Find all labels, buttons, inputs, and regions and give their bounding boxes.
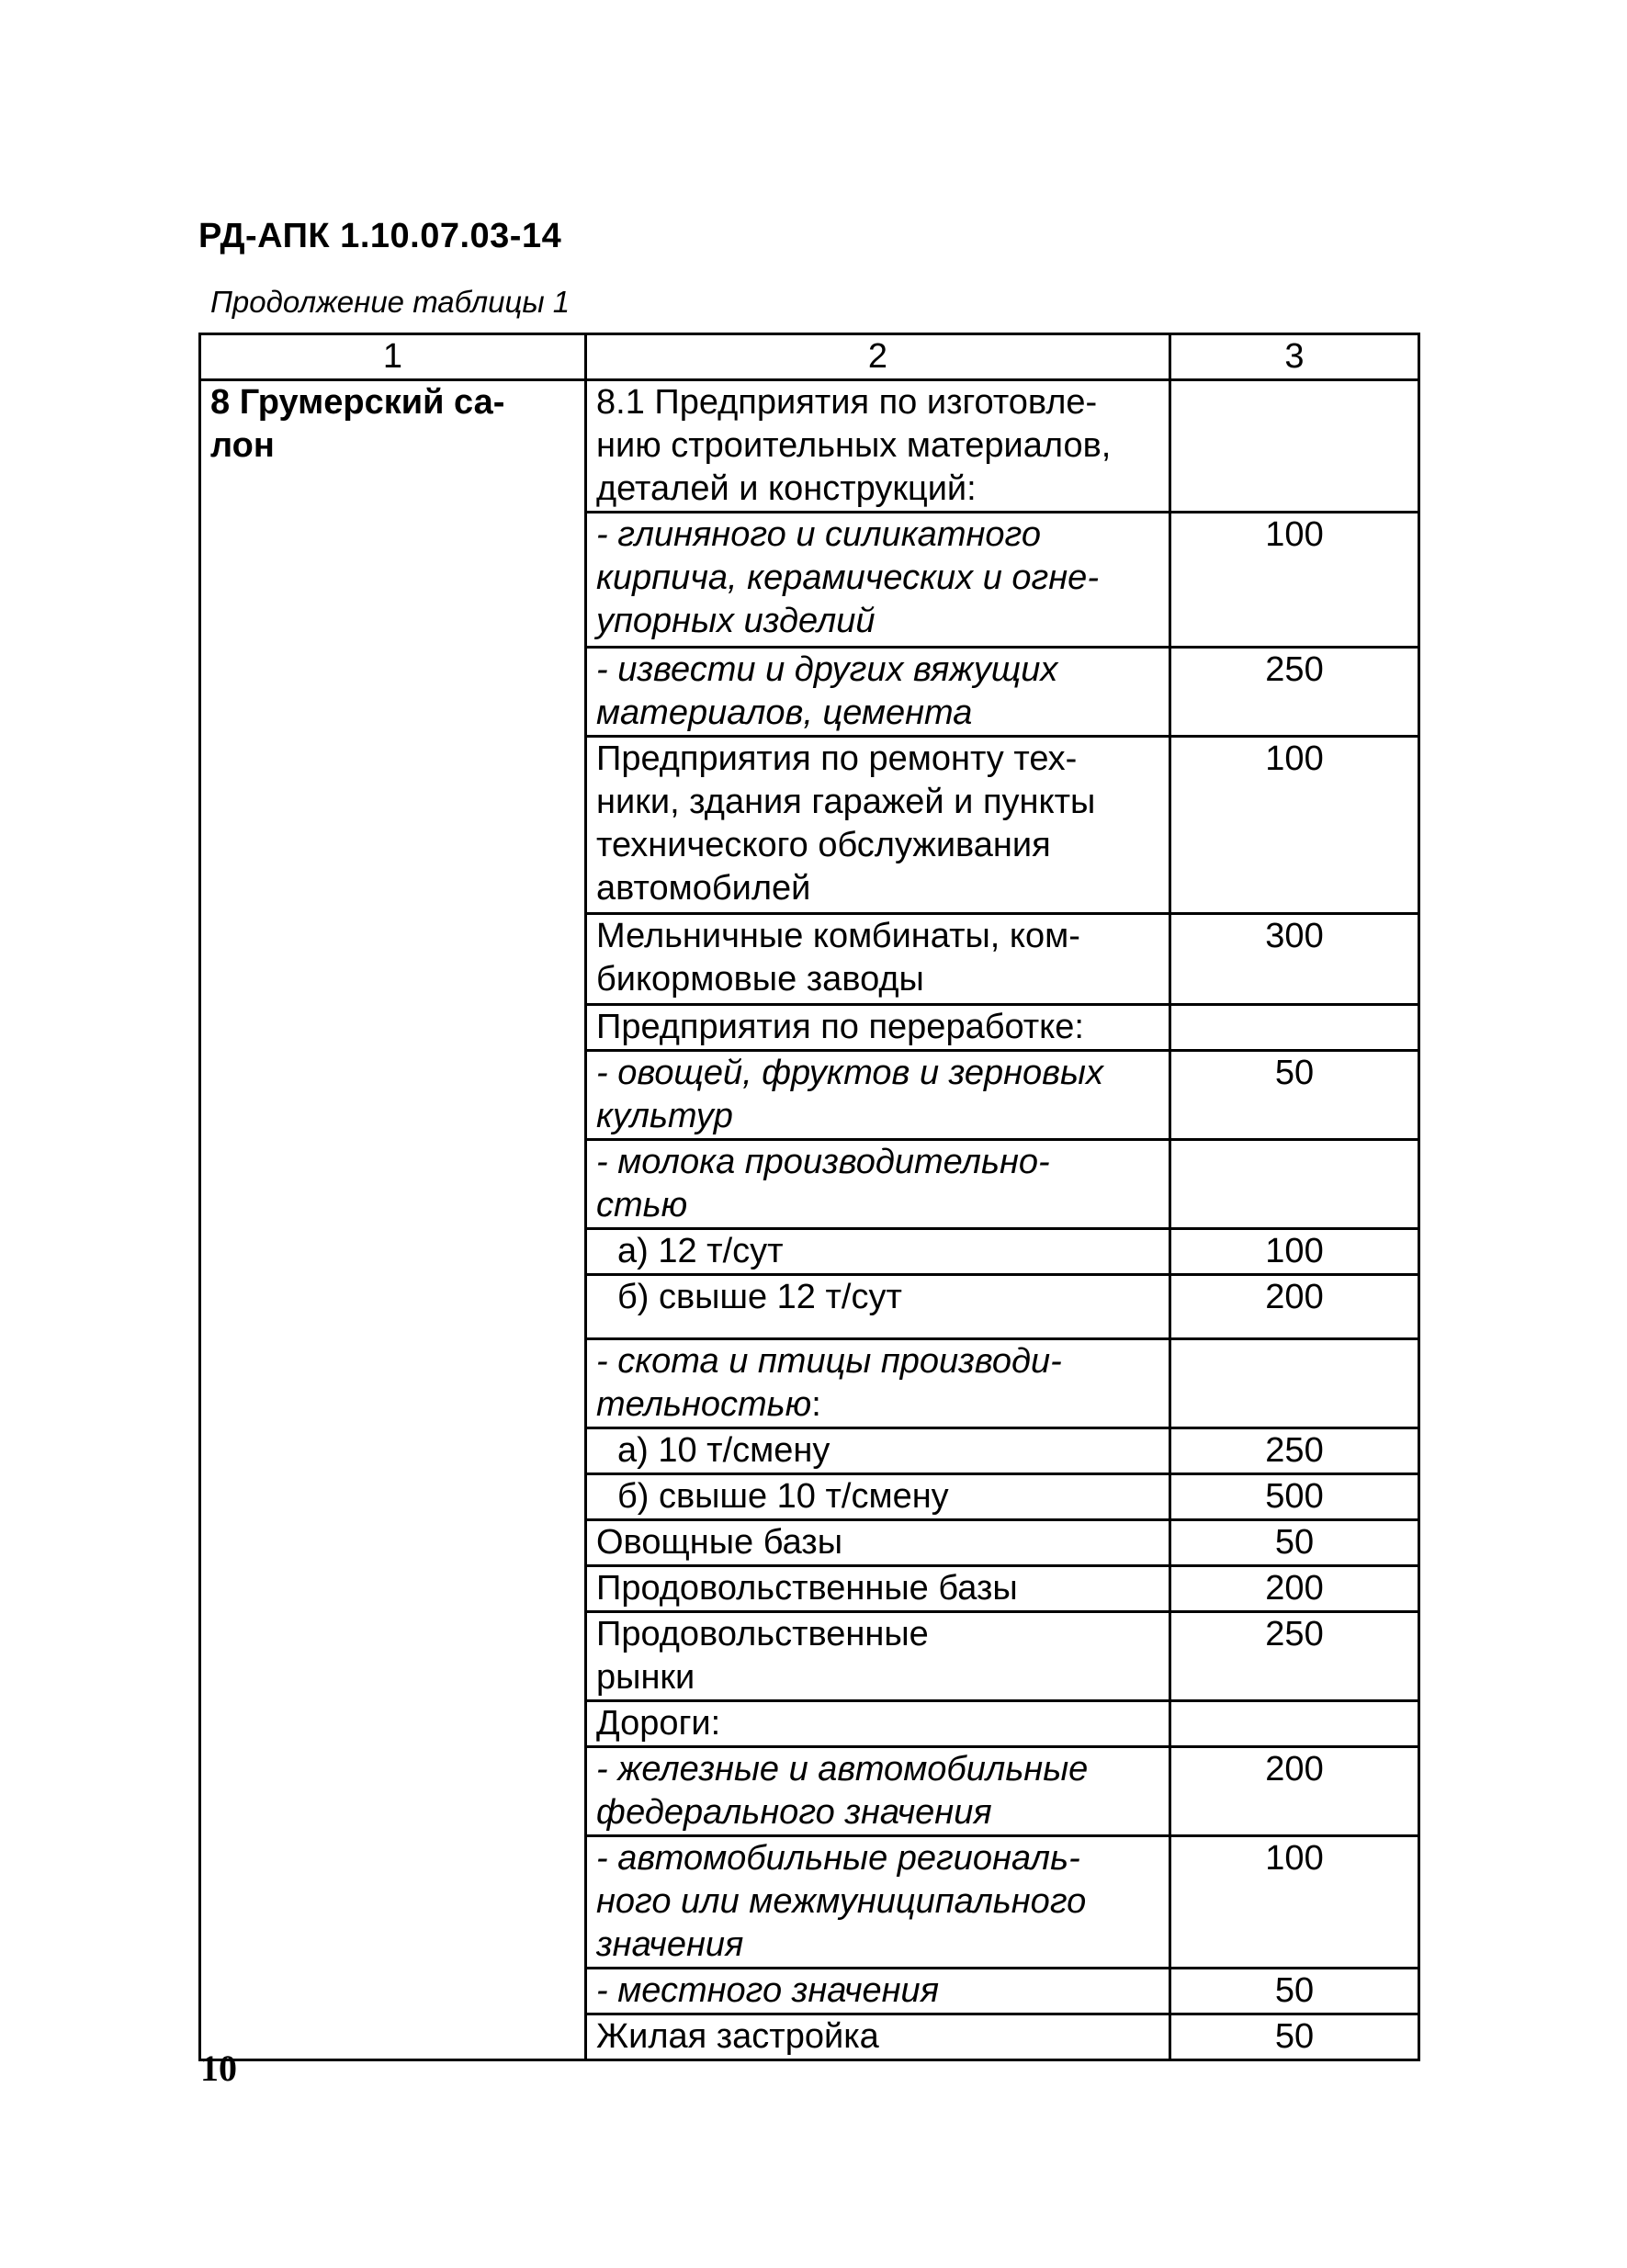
- row-description: - местного значения: [586, 1969, 1170, 2014]
- row-value: 100: [1170, 513, 1419, 648]
- row-value: [1170, 1701, 1419, 1747]
- row-value: 100: [1170, 1836, 1419, 1969]
- row-value: 100: [1170, 737, 1419, 914]
- row-description: а) 10 т/смену: [586, 1428, 1170, 1474]
- row-description: Продовольственные рынки: [586, 1612, 1170, 1701]
- row-description: - железные и автомобильные федерального значения: [586, 1747, 1170, 1836]
- table-row: [200, 380, 1419, 513]
- row-value: [1170, 1005, 1419, 1051]
- document-code: РД-АПК 1.10.07.03-14: [198, 217, 562, 255]
- row-description: - извести и других вяжущих материалов, цемента: [586, 648, 1170, 737]
- page-number: 10: [200, 2048, 237, 2089]
- row-value: 50: [1170, 1520, 1419, 1566]
- row-value: 50: [1170, 1051, 1419, 1140]
- row-description: Продовольственные базы: [586, 1566, 1170, 1612]
- column-header: 1: [200, 334, 586, 380]
- row-description: Жилая застройка: [586, 2014, 1170, 2060]
- column-header: 3: [1170, 334, 1419, 380]
- row-description: Предприятия по переработке:: [586, 1005, 1170, 1051]
- row-value: [1170, 380, 1419, 513]
- row-description: б) свыше 12 т/сут: [586, 1275, 1170, 1339]
- section-title: 8 Грумерский са- лон: [200, 380, 586, 2060]
- row-value: [1170, 1339, 1419, 1428]
- row-value: 300: [1170, 914, 1419, 1005]
- row-description: а) 12 т/сут: [586, 1229, 1170, 1275]
- table-continuation-caption: Продолжение таблицы 1: [210, 285, 571, 319]
- row-value: [1170, 1140, 1419, 1229]
- row-value: 200: [1170, 1566, 1419, 1612]
- column-header: 2: [586, 334, 1170, 380]
- row-description: 8.1 Предприятия по изготовле- нию строительных материалов, деталей и конструкций:: [586, 380, 1170, 513]
- row-description: Мельничные комбинаты, ком- бикормовые заводы: [586, 914, 1170, 1005]
- row-description: - глиняного и силикатного кирпича, керамических и огне- упорных изделий: [586, 513, 1170, 648]
- table-header-row: [200, 334, 1419, 380]
- row-value: 500: [1170, 1474, 1419, 1520]
- row-value: 50: [1170, 2014, 1419, 2060]
- row-value: 250: [1170, 648, 1419, 737]
- row-description: Овощные базы: [586, 1520, 1170, 1566]
- row-description: - автомобильные региональ- ного или межмуниципального значения: [586, 1836, 1170, 1969]
- row-description: - овощей, фруктов и зерновых культур: [586, 1051, 1170, 1140]
- row-value: 250: [1170, 1612, 1419, 1701]
- row-description: - скота и птицы производи- тельностью:: [586, 1339, 1170, 1428]
- row-description: б) свыше 10 т/смену: [586, 1474, 1170, 1520]
- row-value: 200: [1170, 1747, 1419, 1836]
- row-description: Предприятия по ремонту тех- ники, здания гаражей и пункты технического обслуживания автомобилей: [586, 737, 1170, 914]
- row-value: 250: [1170, 1428, 1419, 1474]
- row-description: - молока производительно- стью: [586, 1140, 1170, 1229]
- row-description: Дороги:: [586, 1701, 1170, 1747]
- data-table: [198, 333, 1420, 2061]
- row-value: 200: [1170, 1275, 1419, 1339]
- row-value: 100: [1170, 1229, 1419, 1275]
- row-value: 50: [1170, 1969, 1419, 2014]
